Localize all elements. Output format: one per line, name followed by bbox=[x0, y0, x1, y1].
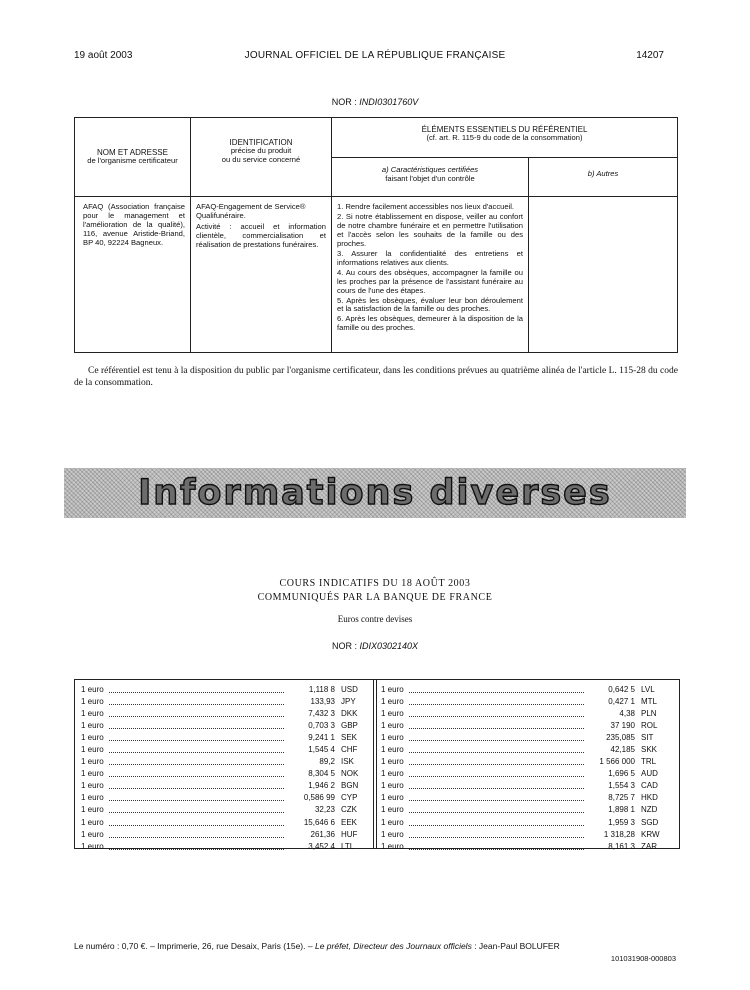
banner-title: Informations diverses bbox=[138, 473, 612, 513]
currency-code: CHF bbox=[341, 745, 358, 755]
leader-dots bbox=[109, 776, 284, 777]
leader-dots bbox=[109, 752, 284, 753]
rate-label: 1 euro bbox=[81, 685, 104, 694]
rate-row bbox=[379, 744, 675, 756]
rate-row bbox=[79, 841, 375, 853]
rate-label: 1 euro bbox=[81, 769, 104, 779]
rate-value: 8,304 5 bbox=[308, 769, 335, 779]
organism-cell: AFAQ (Association française pour le management et l'amélioration de la qualité), 116, avenue Aristide-Briand, BP 40, 92224 Bagneux. bbox=[75, 197, 191, 353]
rates-left-column bbox=[79, 684, 375, 853]
leader-dots bbox=[409, 849, 584, 850]
rate-value: 89,2 bbox=[319, 757, 335, 767]
rate-value: 8,725 7 bbox=[608, 793, 635, 803]
referentiel-table bbox=[74, 117, 678, 353]
leader-dots bbox=[109, 704, 284, 705]
leader-dots bbox=[109, 812, 284, 813]
leader-dots bbox=[409, 837, 584, 838]
rate-value: 15,646 6 bbox=[303, 817, 335, 827]
identification-activity: Activité : accueil et information clientèle, commercialisation et réalisation de prestations funéraires. bbox=[196, 221, 326, 249]
currency-code: BGN bbox=[341, 781, 359, 791]
rate-value: 1,959 3 bbox=[608, 817, 635, 827]
rate-value: 7,432 3 bbox=[308, 709, 335, 719]
criteria-cell bbox=[332, 197, 529, 353]
leader-dots bbox=[109, 728, 284, 729]
rate-label: 1 euro bbox=[381, 697, 404, 707]
rate-label: 1 euro bbox=[81, 721, 104, 731]
rate-label: 1 euro bbox=[381, 757, 404, 767]
currency-code: GBP bbox=[341, 721, 358, 731]
criterion-3: 3. Assurer la confidentialité des entretiens et informations relatives aux clients. bbox=[337, 248, 523, 267]
rate-row bbox=[379, 841, 675, 853]
leader-dots bbox=[409, 704, 584, 705]
leader-dots bbox=[109, 740, 284, 741]
rate-row bbox=[79, 817, 375, 829]
footer-code: 101031908-000803 bbox=[610, 954, 676, 963]
leader-dots bbox=[409, 728, 584, 729]
leader-dots bbox=[109, 825, 284, 826]
rate-label: 1 euro bbox=[81, 781, 104, 791]
rate-label: 1 euro bbox=[81, 793, 104, 803]
rate-label: 1 euro bbox=[81, 841, 104, 851]
journal-title: JOURNAL OFFICIEL DE LA RÉPUBLIQUE FRANÇAISE bbox=[244, 50, 506, 61]
leader-dots bbox=[409, 825, 584, 826]
rate-label: 1 euro bbox=[81, 733, 104, 743]
page-number: 14207 bbox=[636, 50, 664, 61]
rate-row bbox=[379, 792, 675, 804]
rate-label: 1 euro bbox=[81, 709, 104, 719]
currency-code: HKD bbox=[641, 793, 658, 803]
rate-label: 1 euro bbox=[381, 709, 404, 719]
rate-row bbox=[379, 780, 675, 792]
rate-row bbox=[79, 696, 375, 708]
rate-value: 3,452 4 bbox=[308, 841, 335, 851]
currency-code: LTL bbox=[341, 841, 355, 851]
col-header-identification: IDENTIFICATION précise du produit ou du service concerné bbox=[191, 118, 332, 197]
rate-row bbox=[79, 768, 375, 780]
header-date: 19 août 2003 bbox=[74, 50, 133, 61]
leader-dots bbox=[109, 692, 284, 693]
rate-row bbox=[379, 829, 675, 841]
rate-value: 235,085 bbox=[606, 733, 635, 743]
leader-dots bbox=[409, 692, 584, 693]
currency-code: NZD bbox=[641, 805, 658, 815]
currency-code: DKK bbox=[341, 709, 358, 719]
leader-dots bbox=[409, 752, 584, 753]
rate-row bbox=[79, 732, 375, 744]
identification-cell bbox=[191, 197, 332, 353]
nor-code: IDIX0302140X bbox=[359, 641, 419, 651]
rate-label: 1 euro bbox=[381, 805, 404, 815]
leader-dots bbox=[409, 740, 584, 741]
rate-row bbox=[79, 780, 375, 792]
rate-value: 0,703 3 bbox=[308, 721, 335, 731]
rates-title-line1: COURS INDICATIFS DU 18 AOÛT 2003 bbox=[279, 578, 471, 589]
rate-value: 1,554 3 bbox=[608, 781, 635, 791]
leader-dots bbox=[409, 716, 584, 717]
leader-dots bbox=[109, 837, 284, 838]
section-banner bbox=[64, 468, 686, 518]
currency-code: EEK bbox=[341, 817, 358, 827]
rate-row bbox=[79, 792, 375, 804]
criterion-1: 1. Rendre facilement accessibles nos lieux d'accueil. bbox=[337, 202, 515, 211]
nor-label: NOR : bbox=[331, 641, 357, 651]
rate-row bbox=[79, 804, 375, 816]
rate-label: 1 euro bbox=[81, 757, 104, 767]
rate-row bbox=[79, 756, 375, 768]
currency-code: JPY bbox=[341, 697, 356, 707]
rate-value: 0,586 99 bbox=[303, 793, 335, 803]
rate-row bbox=[379, 817, 675, 829]
currency-code: SGD bbox=[641, 817, 659, 827]
rate-label: 1 euro bbox=[381, 793, 404, 803]
currency-code: LVL bbox=[641, 685, 655, 694]
currency-code: CZK bbox=[341, 805, 357, 815]
leader-dots bbox=[409, 764, 584, 765]
exchange-rates-box bbox=[74, 679, 680, 849]
rate-row bbox=[79, 744, 375, 756]
rate-row bbox=[79, 708, 375, 720]
currency-code: KRW bbox=[641, 829, 660, 839]
rate-row bbox=[379, 720, 675, 732]
rate-value: 8,161 3 bbox=[608, 841, 635, 851]
rate-value: 1,118 8 bbox=[308, 685, 335, 694]
rate-row bbox=[79, 684, 375, 696]
currency-code: ISK bbox=[341, 757, 354, 767]
footer-imprint: Le numéro : 0,70 €. – Imprimerie, 26, rue Desaix, Paris (15e). – Le préfet, Directeur des Journaux officiels : Jean-Paul BOLUFER bbox=[74, 941, 560, 951]
rate-row bbox=[379, 684, 675, 696]
rate-row bbox=[79, 720, 375, 732]
rate-row bbox=[379, 696, 675, 708]
rates-right-column bbox=[379, 684, 675, 853]
rate-label: 1 euro bbox=[381, 721, 404, 731]
criterion-2: 2. Si notre établissement en dispose, veiller au confort de notre chambre funéraire et en permettre l'utilisation et l'accès selon les souhaits de la famille ou des proches. bbox=[337, 211, 523, 248]
referentiel-paragraph: Ce référentiel est tenu à la disposition du public par l'organisme certificateur, dans les conditions prévues au quatrième alinéa de l'article L. 115-28 du code de la consommation. bbox=[74, 366, 678, 388]
leader-dots bbox=[409, 800, 584, 801]
leader-dots bbox=[109, 788, 284, 789]
rate-value: 0,642 5 bbox=[608, 685, 635, 694]
criterion-4: 4. Au cours des obsèques, accompagner la famille ou les proches par la présence de l'assistant funéraire au cours de l'une des étapes. bbox=[337, 267, 523, 295]
leader-dots bbox=[109, 849, 284, 850]
rate-value: 42,185 bbox=[610, 745, 635, 755]
criterion-6: 6. Après les obsèques, demeurer à la disposition de la famille ou des proches. bbox=[337, 314, 523, 333]
col-header-others: b) Autres bbox=[529, 158, 678, 197]
currency-code: SEK bbox=[341, 733, 358, 743]
rate-value: 32,23 bbox=[314, 805, 335, 815]
currency-code: SIT bbox=[641, 733, 654, 743]
footer-name: : Jean-Paul BOLUFER bbox=[474, 941, 560, 951]
rates-subtitle: Euros contre devises bbox=[337, 614, 413, 624]
currency-code: NOK bbox=[341, 769, 359, 779]
rate-value: 1,946 2 bbox=[308, 781, 335, 791]
rate-row bbox=[379, 756, 675, 768]
currency-code: AUD bbox=[641, 769, 658, 779]
rate-label: 1 euro bbox=[381, 733, 404, 743]
leader-dots bbox=[109, 800, 284, 801]
leader-dots bbox=[409, 788, 584, 789]
rate-value: 1 566 000 bbox=[599, 757, 635, 767]
leader-dots bbox=[409, 776, 584, 777]
rate-label: 1 euro bbox=[381, 769, 404, 779]
nor-reference-top bbox=[0, 97, 750, 107]
currency-code: CAD bbox=[641, 781, 658, 791]
rate-label: 1 euro bbox=[381, 817, 404, 827]
rate-label: 1 euro bbox=[381, 781, 404, 791]
rate-label: 1 euro bbox=[81, 805, 104, 815]
leader-dots bbox=[109, 716, 284, 717]
rate-label: 1 euro bbox=[381, 685, 404, 694]
rate-row bbox=[379, 708, 675, 720]
col-header-name: NOM ET ADRESSE de l'organisme certificateur bbox=[75, 118, 191, 197]
currency-code: MTL bbox=[641, 697, 657, 707]
rate-row bbox=[379, 732, 675, 744]
rate-value: 9,241 1 bbox=[308, 733, 335, 743]
rate-label: 1 euro bbox=[81, 829, 104, 839]
nor-reference-rates bbox=[0, 641, 750, 651]
rate-value: 1,696 5 bbox=[608, 769, 635, 779]
nor-label: NOR : bbox=[331, 97, 357, 107]
rate-value: 37 190 bbox=[610, 721, 635, 731]
currency-code: USD bbox=[341, 685, 358, 694]
currency-code: TRL bbox=[641, 757, 657, 767]
rate-value: 1,545 4 bbox=[308, 745, 335, 755]
rate-row bbox=[379, 768, 675, 780]
rate-value: 1,898 1 bbox=[608, 805, 635, 815]
rate-label: 1 euro bbox=[81, 817, 104, 827]
rate-value: 0,427 1 bbox=[608, 697, 635, 707]
criterion-5: 5. Après les obsèques, évaluer leur bon déroulement et la satisfaction de la famille ou des proches. bbox=[337, 295, 523, 314]
rate-row bbox=[379, 804, 675, 816]
rate-label: 1 euro bbox=[81, 697, 104, 707]
nor-code: INDI0301760V bbox=[359, 97, 419, 107]
footer-prefet: Le préfet, Directeur des Journaux officiels bbox=[314, 941, 472, 951]
col-header-essentials: ÉLÉMENTS ESSENTIELS DU RÉFÉRENTIEL (cf. art. R. 115-9 du code de la consommation) bbox=[332, 118, 678, 158]
rate-value: 4,38 bbox=[619, 709, 635, 719]
rate-label: 1 euro bbox=[381, 745, 404, 755]
rate-value: 261,36 bbox=[310, 829, 335, 839]
rate-label: 1 euro bbox=[381, 829, 404, 839]
currency-code: HUF bbox=[341, 829, 358, 839]
rate-row bbox=[79, 829, 375, 841]
rate-value: 133,93 bbox=[310, 697, 335, 707]
currency-code: PLN bbox=[641, 709, 657, 719]
identification-title: AFAQ-Engagement de Service® Qualifunéraire. bbox=[196, 202, 306, 220]
currency-code: SKK bbox=[641, 745, 658, 755]
currency-code: ROL bbox=[641, 721, 658, 731]
rate-value: 1 318,28 bbox=[603, 829, 635, 839]
currency-code: ZAR bbox=[641, 841, 657, 851]
leader-dots bbox=[409, 812, 584, 813]
others-cell bbox=[529, 197, 678, 353]
leader-dots bbox=[109, 764, 284, 765]
col-header-certified: a) Caractéristiques certifiées faisant l'objet d'un contrôle bbox=[332, 158, 529, 197]
currency-code: CYP bbox=[341, 793, 358, 803]
rate-label: 1 euro bbox=[81, 745, 104, 755]
rates-title-line2: COMMUNIQUÉS PAR LA BANQUE DE FRANCE bbox=[257, 592, 493, 603]
rate-label: 1 euro bbox=[381, 841, 404, 851]
